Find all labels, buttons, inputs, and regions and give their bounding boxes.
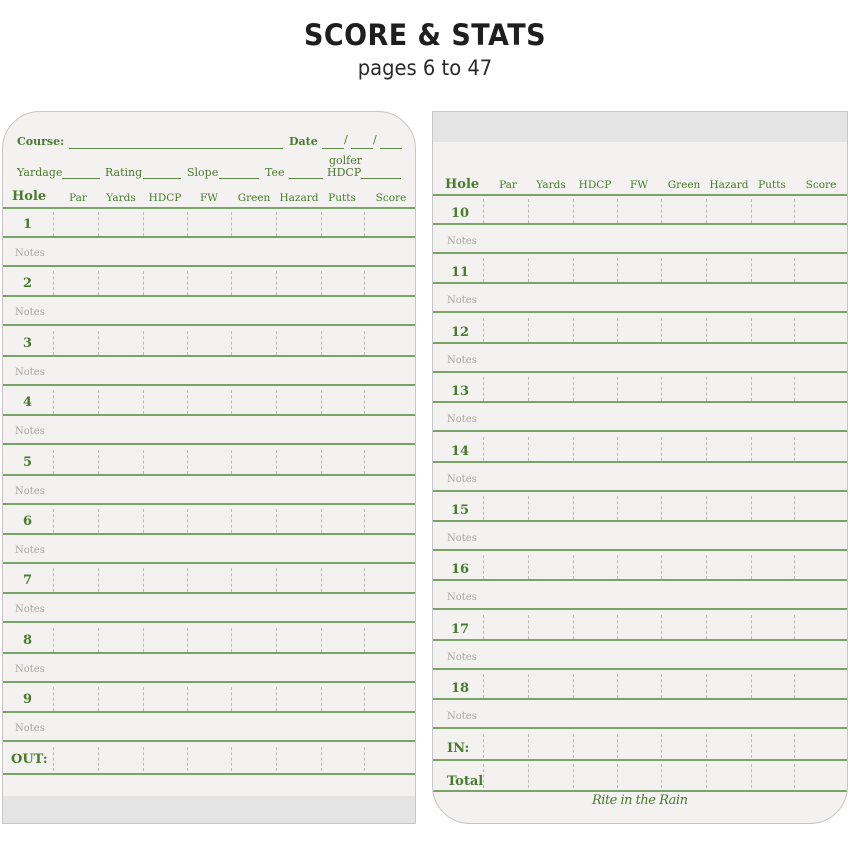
row-rule [3, 592, 416, 594]
column-divider [321, 568, 322, 592]
column-divider [276, 390, 277, 414]
rating-field[interactable] [143, 178, 181, 179]
column-divider [143, 331, 144, 355]
column-divider [617, 437, 618, 461]
notes-label: Notes [15, 723, 45, 735]
notes-label: Notes [15, 604, 45, 616]
column-divider [617, 734, 618, 758]
column-divider [187, 271, 188, 295]
row-rule [433, 579, 848, 581]
column-divider [661, 258, 662, 282]
scorecard-back-nine [432, 111, 848, 824]
yardage-label: Yardage [17, 166, 63, 179]
notes-label: Notes [447, 473, 477, 485]
column-divider [706, 258, 707, 282]
column-divider [528, 734, 529, 758]
column-divider [617, 377, 618, 401]
notes-label: Notes [15, 485, 45, 497]
tee-field[interactable] [289, 178, 323, 179]
column-divider [661, 674, 662, 698]
footer-band [3, 796, 416, 824]
column-divider [231, 271, 232, 295]
column-divider [483, 764, 484, 788]
column-header-fw: FW [199, 192, 219, 204]
date-year-field[interactable] [380, 148, 402, 149]
row-rule [3, 711, 416, 713]
row-rule [433, 252, 848, 254]
column-header-putts: Putts [328, 192, 356, 204]
column-divider [143, 568, 144, 592]
column-divider [617, 555, 618, 579]
column-header-putts: Putts [758, 179, 786, 191]
column-divider [573, 258, 574, 282]
column-divider [617, 496, 618, 520]
column-divider [321, 212, 322, 236]
row-rule [433, 194, 848, 196]
column-divider [706, 615, 707, 639]
column-divider [276, 628, 277, 652]
date-month-field[interactable] [322, 148, 344, 149]
column-divider [706, 377, 707, 401]
column-divider [573, 764, 574, 788]
column-divider [98, 390, 99, 414]
row-rule [433, 223, 848, 225]
column-divider [276, 509, 277, 533]
column-divider [528, 615, 529, 639]
column-header-hazard: Hazard [709, 179, 749, 191]
notes-label: Notes [15, 307, 45, 319]
column-divider [276, 331, 277, 355]
column-divider [231, 450, 232, 474]
hole-number: 4 [23, 395, 33, 411]
column-divider [751, 674, 752, 698]
row-rule [3, 443, 416, 445]
row-rule [3, 265, 416, 267]
column-divider [231, 628, 232, 652]
column-divider [573, 734, 574, 758]
row-rule [433, 490, 848, 492]
column-divider [617, 764, 618, 788]
row-rule [433, 698, 848, 700]
column-header-hazard: Hazard [279, 192, 319, 204]
hole-number: 7 [23, 573, 33, 589]
row-rule [433, 727, 848, 729]
column-divider [706, 764, 707, 788]
header-band [433, 112, 848, 142]
column-divider [98, 509, 99, 533]
column-divider [528, 258, 529, 282]
row-rule [3, 295, 416, 297]
column-divider [98, 628, 99, 652]
column-divider [364, 450, 365, 474]
slope-field[interactable] [219, 178, 259, 179]
column-divider [98, 331, 99, 355]
column-divider [53, 271, 54, 295]
column-divider [276, 568, 277, 592]
column-divider [617, 674, 618, 698]
column-divider [706, 496, 707, 520]
column-divider [143, 390, 144, 414]
rating-label: Rating [105, 166, 143, 179]
column-divider [751, 377, 752, 401]
row-rule [433, 759, 848, 761]
hole-number: 6 [23, 514, 33, 529]
column-divider [98, 271, 99, 295]
golfer-label: golfer [329, 154, 363, 167]
column-divider [364, 568, 365, 592]
hole-number: 2 [23, 276, 33, 292]
column-divider [661, 318, 662, 342]
notes-label: Notes [15, 545, 45, 556]
column-divider [187, 568, 188, 592]
column-divider [364, 628, 365, 652]
column-divider [483, 318, 484, 342]
column-divider [661, 496, 662, 520]
column-divider [794, 555, 795, 579]
column-header-score: Score [375, 192, 407, 204]
row-rule [433, 430, 848, 432]
column-divider [53, 509, 54, 533]
column-divider [187, 212, 188, 236]
column-divider [751, 199, 752, 223]
column-divider [528, 555, 529, 579]
column-header-par: Par [69, 192, 87, 204]
brand-logo: Rite in the Rain [592, 793, 688, 808]
column-divider [573, 437, 574, 461]
column-divider [483, 615, 484, 639]
column-divider [364, 509, 365, 533]
row-rule [3, 207, 416, 209]
column-divider [617, 258, 618, 282]
column-header-hdcp: HDCP [578, 179, 612, 191]
column-divider [706, 674, 707, 698]
page-subtitle: pages 6 to 47 [357, 56, 493, 80]
column-divider [751, 437, 752, 461]
column-divider [98, 450, 99, 474]
notes-label: Notes [447, 533, 477, 544]
column-divider [187, 390, 188, 414]
hole-number: 8 [23, 632, 33, 648]
column-divider [751, 555, 752, 579]
tee-label: Tee [265, 166, 285, 179]
column-divider [573, 615, 574, 639]
column-divider [143, 628, 144, 652]
column-divider [661, 437, 662, 461]
column-divider [661, 377, 662, 401]
column-header-hole: Hole [445, 177, 480, 192]
hole-number: 5 [23, 454, 33, 470]
row-rule [3, 474, 416, 476]
row-rule [3, 324, 416, 326]
column-divider [794, 199, 795, 223]
column-divider [661, 615, 662, 639]
row-rule [3, 503, 416, 505]
column-divider [276, 212, 277, 236]
column-divider [706, 437, 707, 461]
row-rule [433, 608, 848, 610]
column-divider [187, 687, 188, 711]
row-rule [3, 533, 416, 535]
column-divider [321, 747, 322, 771]
column-divider [231, 687, 232, 711]
column-header-green: Green [667, 179, 701, 191]
column-divider [794, 674, 795, 698]
column-divider [528, 199, 529, 223]
row-rule [3, 384, 416, 386]
column-divider [794, 615, 795, 639]
column-divider [321, 687, 322, 711]
column-divider [321, 331, 322, 355]
column-divider [661, 199, 662, 223]
notes-label: Notes [447, 295, 477, 307]
grand-total-label: Total [447, 773, 484, 789]
column-divider [706, 318, 707, 342]
column-divider [573, 318, 574, 342]
column-divider [53, 747, 54, 771]
column-header-score: Score [805, 179, 837, 191]
column-divider [276, 747, 277, 771]
column-divider [98, 212, 99, 236]
column-divider [187, 628, 188, 652]
column-divider [706, 555, 707, 579]
notes-label: Notes [15, 426, 45, 438]
hole-number: 18 [451, 681, 470, 697]
hole-number: 17 [451, 621, 470, 637]
column-divider [794, 734, 795, 758]
row-rule [433, 461, 848, 463]
slope-label: Slope [187, 166, 219, 179]
row-rule [433, 549, 848, 551]
column-header-fw: FW [629, 179, 649, 191]
notes-label: Notes [447, 592, 477, 604]
column-divider [143, 687, 144, 711]
out-total-label: OUT: [11, 751, 48, 767]
column-divider [661, 764, 662, 788]
notes-label: Notes [447, 651, 477, 663]
row-rule [3, 355, 416, 357]
column-divider [751, 258, 752, 282]
hole-number: 15 [451, 503, 470, 518]
column-divider [231, 212, 232, 236]
column-divider [706, 199, 707, 223]
column-divider [321, 509, 322, 533]
row-rule [3, 562, 416, 564]
course-field[interactable] [69, 148, 283, 149]
notes-label: Notes [447, 414, 477, 426]
hdcp-label: HDCP [327, 166, 362, 179]
column-divider [53, 212, 54, 236]
column-divider [98, 747, 99, 771]
column-divider [794, 764, 795, 788]
column-divider [483, 437, 484, 461]
column-header-hole: Hole [12, 189, 47, 204]
column-divider [364, 687, 365, 711]
column-divider [187, 331, 188, 355]
column-divider [706, 734, 707, 758]
column-divider [794, 437, 795, 461]
notes-label: Notes [447, 236, 477, 247]
column-divider [276, 450, 277, 474]
column-divider [794, 377, 795, 401]
column-divider [143, 450, 144, 474]
column-divider [794, 318, 795, 342]
row-rule [433, 401, 848, 403]
column-divider [276, 687, 277, 711]
column-header-hdcp: HDCP [148, 192, 182, 204]
row-rule [3, 773, 416, 775]
column-divider [231, 331, 232, 355]
row-rule [433, 282, 848, 284]
column-divider [143, 747, 144, 771]
column-divider [187, 509, 188, 533]
row-rule [433, 639, 848, 641]
row-rule [3, 681, 416, 683]
column-divider [751, 496, 752, 520]
column-divider [617, 318, 618, 342]
row-rule [3, 236, 416, 238]
column-divider [528, 318, 529, 342]
column-header-yards: Yards [536, 179, 566, 191]
column-divider [573, 496, 574, 520]
column-divider [53, 450, 54, 474]
date-label: Date [289, 135, 318, 148]
hole-number: 3 [23, 335, 33, 351]
column-divider [231, 747, 232, 771]
column-divider [528, 764, 529, 788]
column-divider [617, 199, 618, 223]
date-separator: / [373, 133, 377, 146]
column-divider [53, 568, 54, 592]
hole-number: 13 [451, 384, 470, 400]
column-divider [321, 271, 322, 295]
notes-label: Notes [447, 711, 477, 723]
row-rule [433, 371, 848, 373]
column-divider [573, 199, 574, 223]
column-divider [483, 258, 484, 282]
row-rule [3, 652, 416, 654]
column-divider [483, 674, 484, 698]
column-header-par: Par [499, 179, 517, 191]
date-day-field[interactable] [351, 148, 373, 149]
column-divider [528, 377, 529, 401]
notes-label: Notes [15, 248, 45, 259]
row-rule [433, 668, 848, 670]
column-divider [321, 390, 322, 414]
column-divider [364, 271, 365, 295]
column-divider [231, 568, 232, 592]
column-header-green: Green [237, 192, 271, 204]
course-label: Course: [17, 135, 65, 148]
column-divider [483, 199, 484, 223]
column-divider [276, 271, 277, 295]
column-divider [98, 687, 99, 711]
column-divider [143, 212, 144, 236]
row-rule [3, 621, 416, 623]
hole-number: 14 [451, 443, 470, 459]
column-divider [53, 390, 54, 414]
column-divider [364, 747, 365, 771]
page-title: SCORE & STATS [303, 18, 547, 52]
notes-label: Notes [15, 663, 45, 675]
column-divider [483, 377, 484, 401]
row-rule [433, 311, 848, 313]
scorecard-front-nine [2, 111, 416, 824]
row-rule [3, 414, 416, 416]
hole-number: 11 [451, 265, 470, 281]
column-divider [143, 271, 144, 295]
date-separator: / [344, 133, 348, 146]
hole-number: 9 [23, 692, 33, 708]
in-total-label: IN: [447, 740, 470, 756]
column-divider [794, 258, 795, 282]
column-divider [483, 496, 484, 520]
column-divider [364, 331, 365, 355]
column-divider [483, 555, 484, 579]
column-divider [143, 509, 144, 533]
column-divider [751, 734, 752, 758]
column-divider [187, 747, 188, 771]
column-divider [53, 628, 54, 652]
notes-label: Notes [15, 366, 45, 378]
hole-number: 12 [451, 324, 470, 340]
column-divider [483, 734, 484, 758]
row-rule [433, 342, 848, 344]
column-divider [231, 509, 232, 533]
column-divider [661, 734, 662, 758]
row-rule [433, 520, 848, 522]
hole-number: 16 [451, 562, 470, 578]
column-divider [573, 674, 574, 698]
column-divider [751, 318, 752, 342]
column-divider [528, 437, 529, 461]
column-divider [573, 377, 574, 401]
column-divider [53, 331, 54, 355]
column-header-yards: Yards [106, 192, 136, 204]
column-divider [661, 555, 662, 579]
column-divider [321, 628, 322, 652]
column-divider [794, 496, 795, 520]
column-divider [187, 450, 188, 474]
column-divider [617, 615, 618, 639]
column-divider [528, 674, 529, 698]
notes-label: Notes [447, 354, 477, 366]
column-divider [53, 687, 54, 711]
column-divider [364, 212, 365, 236]
column-divider [528, 496, 529, 520]
column-divider [573, 555, 574, 579]
row-rule [433, 790, 848, 792]
column-divider [751, 764, 752, 788]
row-rule [3, 740, 416, 742]
column-divider [98, 568, 99, 592]
yardage-field[interactable] [62, 178, 100, 179]
golfer-hdcp-field[interactable] [361, 178, 401, 179]
column-divider [321, 450, 322, 474]
hole-number: 1 [23, 217, 33, 232]
column-divider [231, 390, 232, 414]
column-divider [751, 615, 752, 639]
hole-number: 10 [451, 206, 470, 221]
column-divider [364, 390, 365, 414]
